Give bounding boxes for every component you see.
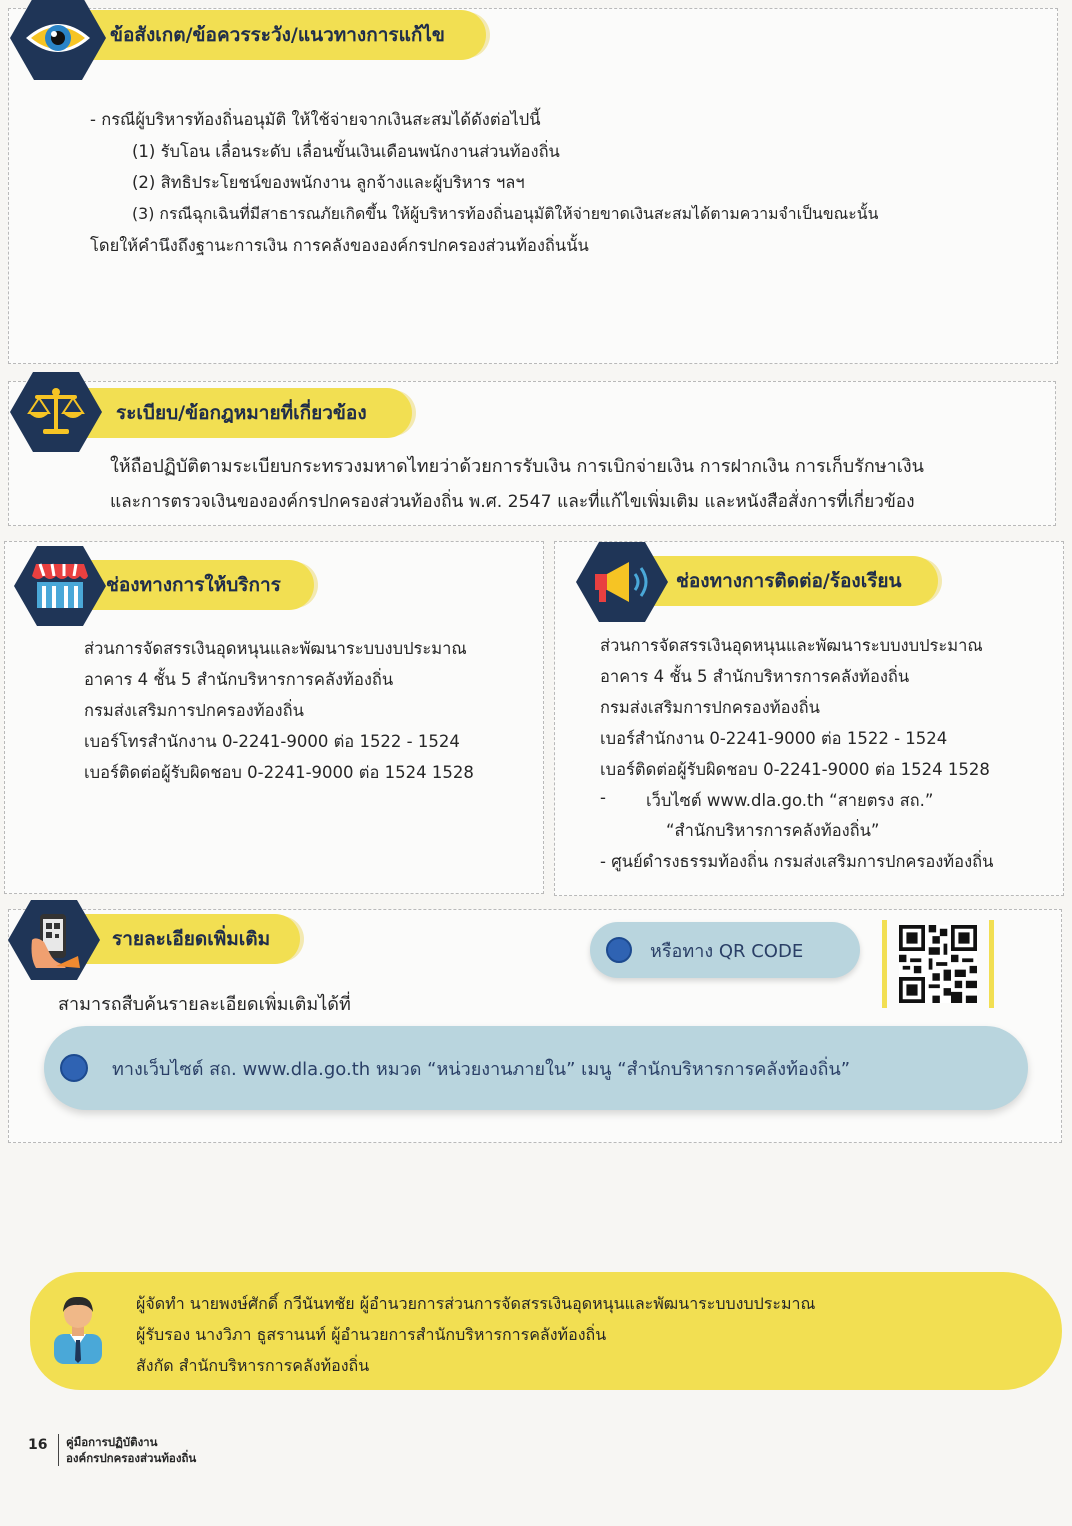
observations-title-text: ข้อสังเกต/ข้อควรระวัง/แนวทางการแก้ไข — [110, 24, 445, 46]
contact-line-3: กรมส่งเสริมการปกครองท้องถิ่น — [600, 698, 820, 717]
contact-line-1: ส่วนการจัดสรรเงินอุดหนุนและพัฒนาระบบงบประมาณ — [600, 636, 983, 655]
more-title — [84, 914, 300, 964]
contact-line-5: เบอร์ติดต่อผู้รับผิดชอบ 0-2241-9000 ต่อ 1524 1528 — [600, 760, 990, 779]
qr-code-icon — [896, 925, 980, 1003]
contact-title-text: ช่องทางการติดต่อ/ร้องเรียน — [676, 570, 902, 592]
credits-line-3: สังกัด สำนักบริหารการคลังท้องถิ่น — [136, 1356, 370, 1375]
observations-title — [78, 10, 486, 60]
contact-line-2: อาคาร 4 ชั้น 5 สำนักบริหารการคลังท้องถิ่น — [600, 667, 910, 686]
observations-line-1: - กรณีผู้บริหารท้องถิ่นอนุมัติ ให้ใช้จ่ายจากเงินสะสมได้ดังต่อไปนี้ — [90, 110, 541, 129]
contact-center-line: - ศูนย์ดำรงธรรมท้องถิ่น กรมส่งเสริมการปกครองท้องถิ่น — [600, 852, 994, 871]
observations-line-4: (3) กรณีฉุกเฉินที่มีสาธารณภัยเกิดขึ้น ให้ผู้บริหารท้องถิ่นอนุมัติให้จ่ายขาดเงินสะสมได้ตามความจำเป็นขณะนั้น — [132, 204, 879, 223]
regulations-title-text: ระเบียบ/ข้อกฎหมายที่เกี่ยวข้อง — [116, 402, 367, 424]
service-line-5: เบอร์ติดต่อผู้รับผิดชอบ 0-2241-9000 ต่อ 1524 1528 — [84, 763, 474, 782]
website-text: ทางเว็บไซต์ สถ. www.dla.go.th หมวด “หน่วยงานภายใน” เมนู “สำนักบริหารการคลังท้องถิ่น” — [112, 1059, 851, 1080]
service-title-text: ช่องทางการให้บริการ — [106, 574, 281, 596]
regulations-title — [84, 388, 412, 438]
contact-web-line-1: เว็บไซต์ www.dla.go.th “สายตรง สถ.” — [646, 791, 934, 810]
service-line-1: ส่วนการจัดสรรเงินอุดหนุนและพัฒนาระบบงบประมาณ — [84, 639, 467, 658]
footer-book-title-2: องค์กรปกครองส่วนท้องถิ่น — [66, 1451, 197, 1465]
qr-label: หรือทาง QR CODE — [650, 941, 804, 962]
qr-code-pill[interactable] — [590, 922, 860, 978]
more-title-text: รายละเอียดเพิ่มเติม — [112, 928, 271, 950]
service-line-2: อาคาร 4 ชั้น 5 สำนักบริหารการคลังท้องถิ่น — [84, 670, 394, 689]
service-line-3: กรมส่งเสริมการปกครองท้องถิ่น — [84, 701, 304, 720]
more-search-text: สามารถสืบค้นรายละเอียดเพิ่มเติมได้ที่ — [58, 994, 351, 1015]
contact-web-line-2: “สำนักบริหารการคลังท้องถิ่น” — [666, 821, 880, 840]
website-pill[interactable] — [44, 1026, 1028, 1110]
regulations-line-1: ให้ถือปฏิบัติตามระเบียบกระทรวงมหาดไทยว่าด้วยการรับเงิน การเบิกจ่ายเงิน การฝากเงิน การเก็บรักษาเงิน — [110, 456, 924, 477]
observations-line-5: โดยให้คำนึงถึงฐานะการเงิน การคลังขององค์กรปกครองส่วนท้องถิ่นนั้น — [90, 236, 589, 255]
service-title — [88, 560, 314, 610]
regulations-line-2: และการตรวจเงินขององค์กรปกครองส่วนท้องถิ่น พ.ศ. 2547 และที่แก้ไขเพิ่มเติม และหนังสือสั่งการที่เกี่ยวข้อง — [110, 492, 915, 512]
website-bullet-icon — [60, 1054, 88, 1082]
observations-line-3: (2) สิทธิประโยชน์ของพนักงาน ลูกจ้างและผู้บริหาร ฯลฯ — [132, 173, 525, 192]
contact-web-dash: - — [600, 788, 606, 807]
contact-line-4: เบอร์สำนักงาน 0-2241-9000 ต่อ 1522 - 1524 — [600, 729, 948, 748]
qr-code-frame[interactable] — [882, 920, 994, 1008]
person-icon — [50, 1290, 106, 1364]
page-number: 16 — [28, 1437, 48, 1453]
qr-bullet-icon — [606, 937, 632, 963]
observations-line-2: (1) รับโอน เลื่อนระดับ เลื่อนขั้นเงินเดือนพนักงานส่วนท้องถิ่น — [132, 142, 560, 161]
footer-divider — [58, 1434, 59, 1466]
contact-title — [650, 556, 938, 606]
credits-line-1: ผู้จัดทำ นายพงษ์ศักดิ์ กวีนันทชัย ผู้อำนวยการส่วนการจัดสรรเงินอุดหนุนและพัฒนาระบบงบประมาณ — [136, 1294, 816, 1313]
service-line-4: เบอร์โทรสำนักงาน 0-2241-9000 ต่อ 1522 - 1524 — [84, 732, 460, 751]
credits-line-2: ผู้รับรอง นางวิภา ธูสรานนท์ ผู้อำนวยการสำนักบริหารการคลังท้องถิ่น — [136, 1325, 607, 1344]
footer-book-title-1: คู่มือการปฏิบัติงาน — [66, 1435, 158, 1449]
